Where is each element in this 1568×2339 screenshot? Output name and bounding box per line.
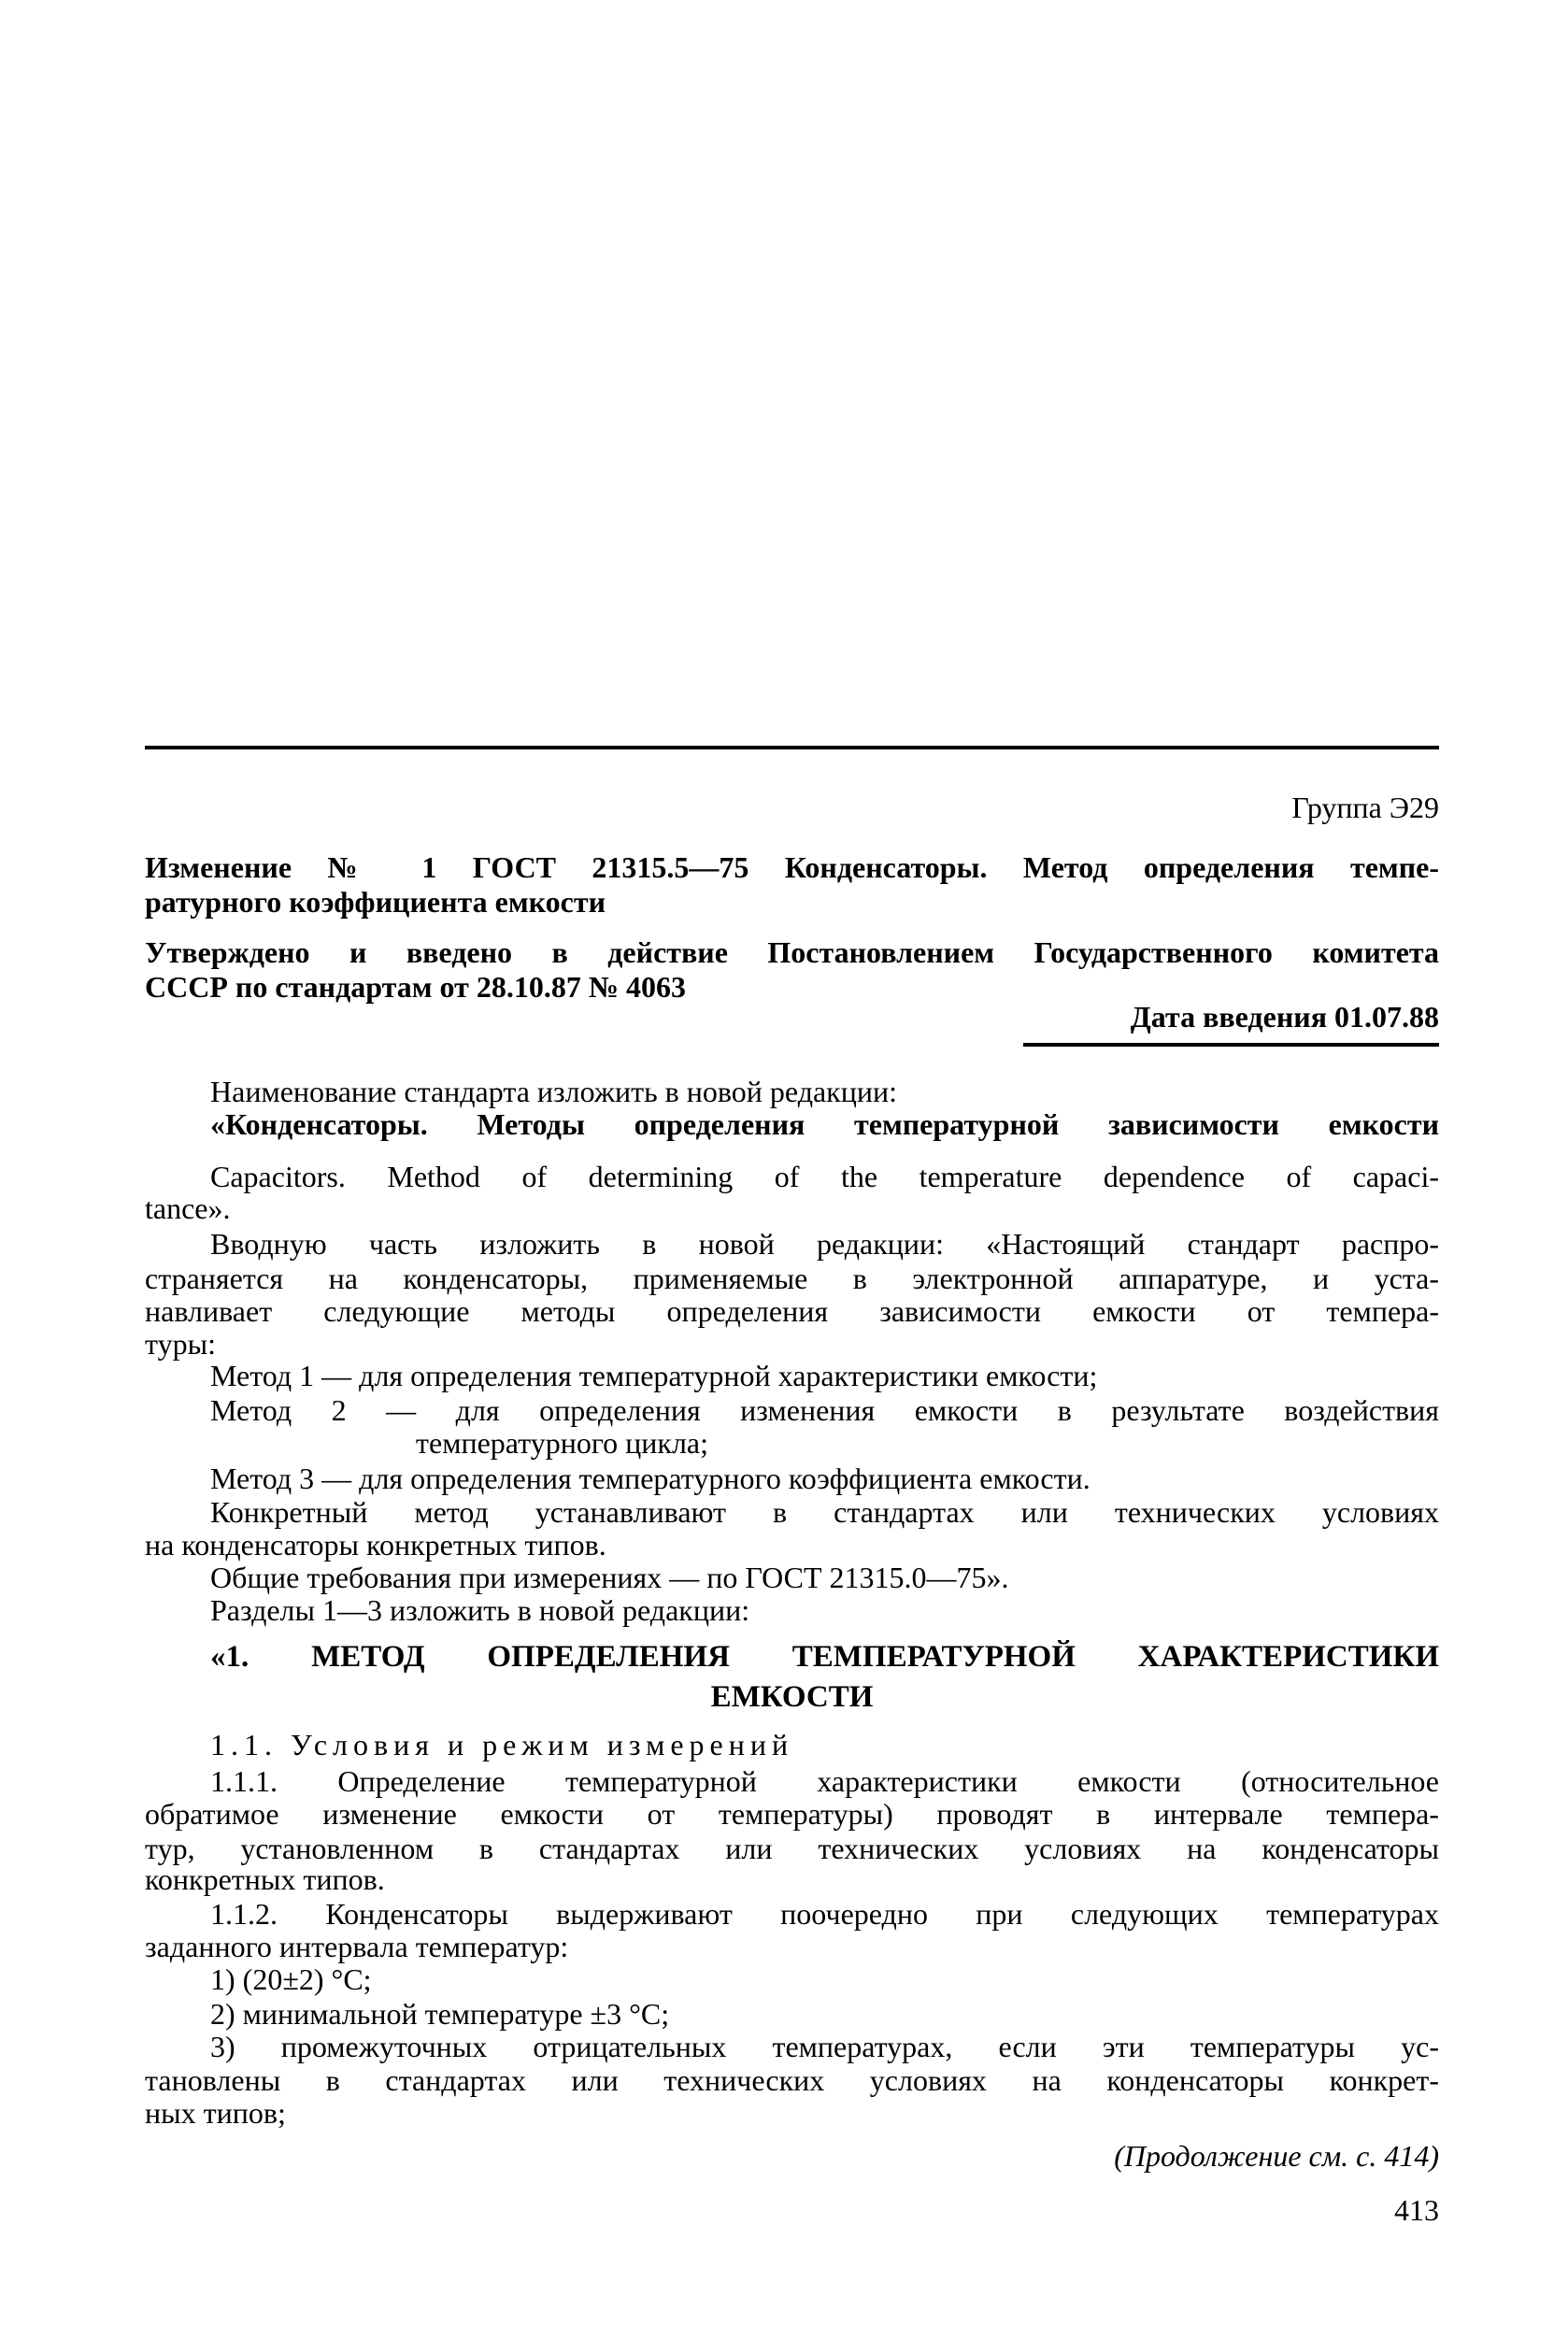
section-line: обратимое изменение емкости от температуры) проводят в интервале темпера-	[145, 1797, 1439, 1831]
effective-date: Дата введения 01.07.88	[1130, 1000, 1439, 1034]
list-item: 3) промежуточных отрицательных температурах, если эти температуры ус-	[210, 2030, 1439, 2063]
list-item: 2) минимальной температуре ±3 °С;	[210, 1997, 670, 2031]
body-line: Capacitors. Method of determining of the temperature dependence of capaci-	[210, 1160, 1439, 1193]
page-number: 413	[1394, 2193, 1439, 2227]
section-line: заданного интервала температур:	[145, 1930, 569, 1963]
amendment-title: Изменение № 1 ГОСТ 21315.5—75 Конденсаторы. Метод определения темпе-	[145, 850, 1439, 884]
body-line: tance».	[145, 1191, 231, 1225]
body-line: Наименование стандарта изложить в новой редакции:	[210, 1075, 897, 1108]
body-line: «Конденсаторы. Методы определения температурной зависимости емкости	[210, 1107, 1439, 1141]
section-line: 1.1.2. Конденсаторы выдерживают поочередно при следующих температурах	[210, 1897, 1439, 1931]
method-item: Метод 1 — для определения температурной характеристики емкости;	[210, 1359, 1098, 1392]
section-heading: «1. МЕТОД ОПРЕДЕЛЕНИЯ ТЕМПЕРАТУРНОЙ ХАРАКТЕРИСТИКИ	[210, 1640, 1439, 1674]
body-line: Общие требования при измерениях — по ГОСТ 21315.0—75».	[210, 1561, 1009, 1594]
body-line: Вводную часть изложить в новой редакции: «Настоящий стандарт распро-	[210, 1227, 1439, 1261]
date-underline	[1023, 1043, 1439, 1047]
body-line: страняется на конденсаторы, применяемые в электронной аппаратуре, и уста-	[145, 1262, 1439, 1295]
continuation-note: (Продолжение см. с. 414)	[1114, 2139, 1439, 2173]
approval-text: Утверждено и введено в действие Постановлением Государственного комитета	[145, 935, 1439, 969]
section-heading-cont: ЕМКОСТИ	[710, 1680, 874, 1714]
list-item: 1) (20±2) °С;	[210, 1962, 372, 1996]
method-item: Метод 2 — для определения изменения емкости в результате воздействия	[210, 1393, 1439, 1427]
section-line: конкретных типов.	[145, 1862, 385, 1896]
amendment-title-cont: ратурного коэффициента емкости	[145, 885, 606, 919]
body-line: Конкретный метод устанавливают в стандартах или технических условиях	[210, 1495, 1439, 1529]
method-item: Метод 3 — для определения температурного коэффициента емкости.	[210, 1462, 1090, 1495]
body-line: туры:	[145, 1327, 216, 1361]
approval-text-cont: СССР по стандартам от 28.10.87 № 4063	[145, 970, 686, 1004]
list-item-cont: ных типов;	[145, 2096, 286, 2130]
top-rule	[145, 746, 1439, 749]
method-item-cont: температурного цикла;	[416, 1426, 709, 1460]
group-label: Группа Э29	[1291, 791, 1439, 824]
body-line: Разделы 1—3 изложить в новой редакции:	[210, 1593, 750, 1627]
body-line: навливает следующие методы определения зависимости емкости от темпера-	[145, 1294, 1439, 1328]
list-item-cont: тановлены в стандартах или технических условиях на конденсаторы конкрет-	[145, 2063, 1439, 2097]
subsection-heading: 1.1. Условия и режим измерений	[210, 1728, 794, 1761]
section-line: 1.1.1. Определение температурной характеристики емкости (относительное	[210, 1764, 1439, 1798]
body-line: на конденсаторы конкретных типов.	[145, 1528, 606, 1562]
section-line: тур, установленном в стандартах или технических условиях на конденсаторы	[145, 1832, 1439, 1865]
